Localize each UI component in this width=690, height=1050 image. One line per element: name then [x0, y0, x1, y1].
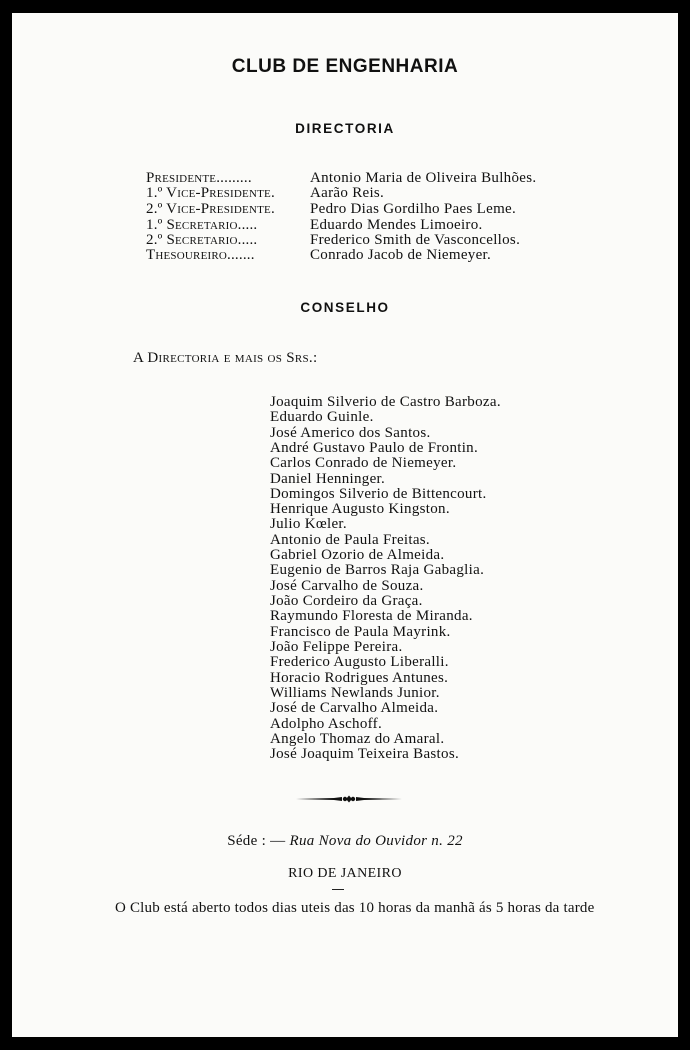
- member-name: José Americo dos Santos.: [270, 425, 431, 441]
- member-name: Domingos Silverio de Bittencourt.: [270, 486, 487, 502]
- officer-role: 2.º Secretario.....: [146, 232, 258, 248]
- document-title: CLUB DE ENGENHARIA: [231, 56, 459, 77]
- member-name: José de Carvalho Almeida.: [270, 700, 439, 716]
- conselho-heading: CONSELHO: [300, 300, 390, 315]
- member-name: Francisco de Paula Mayrink.: [270, 624, 451, 640]
- city-name: RIO DE JANEIRO: [288, 866, 402, 881]
- member-name: José Carvalho de Souza.: [270, 578, 424, 594]
- conselho-intro: A Directoria e mais os Srs.:: [133, 350, 318, 366]
- officer-role: 1.º Secretario.....: [146, 217, 258, 233]
- member-name: Joaquim Silverio de Castro Barboza.: [270, 394, 501, 410]
- member-name: Horacio Rodrigues Antunes.: [270, 670, 449, 686]
- sede-label: Séde : —: [227, 833, 286, 849]
- member-name: Raymundo Floresta de Miranda.: [270, 608, 473, 624]
- member-name: Daniel Henninger.: [270, 471, 386, 487]
- city-rule: [332, 889, 344, 890]
- officer-name: Conrado Jacob de Niemeyer.: [310, 247, 492, 263]
- member-name: João Felippe Pereira.: [270, 639, 403, 655]
- member-name: Eduardo Guinle.: [270, 409, 374, 425]
- officer-name: Antonio Maria de Oliveira Bulhões.: [310, 170, 537, 186]
- directoria-heading: DIRECTORIA: [295, 121, 395, 136]
- officer-name: Pedro Dias Gordilho Paes Leme.: [310, 201, 517, 217]
- document-page: [12, 13, 678, 1037]
- member-name: Henrique Augusto Kingston.: [270, 501, 450, 517]
- member-name: Julio Kœler.: [270, 516, 347, 532]
- member-name: André Gustavo Paulo de Frontin.: [270, 440, 479, 456]
- member-name: Adolpho Aschoff.: [270, 716, 383, 732]
- officer-role: Presidente.........: [146, 170, 252, 186]
- officer-name: Frederico Smith de Vasconcellos.: [310, 232, 521, 248]
- officer-role: Thesoureiro.......: [146, 247, 255, 263]
- ornament-divider: [296, 794, 402, 804]
- member-name: Frederico Augusto Liberalli.: [270, 654, 449, 670]
- member-name: Antonio de Paula Freitas.: [270, 532, 430, 548]
- officer-name: Eduardo Mendes Limoeiro.: [310, 217, 483, 233]
- officer-role: 1.º Vice-Presidente.: [146, 185, 275, 201]
- member-name: João Cordeiro da Graça.: [270, 593, 423, 609]
- member-name: Gabriel Ozorio de Almeida.: [270, 547, 445, 563]
- member-name: Williams Newlands Junior.: [270, 685, 440, 701]
- officer-name: Aarão Reis.: [310, 185, 385, 201]
- sede-address: Rua Nova do Ouvidor n. 22: [289, 833, 463, 849]
- member-name: Eugenio de Barros Raja Gabaglia.: [270, 562, 485, 578]
- member-name: Angelo Thomaz do Amaral.: [270, 731, 445, 747]
- sede-line: [12, 833, 678, 850]
- member-name: Carlos Conrado de Niemeyer.: [270, 455, 457, 471]
- officer-role: 2.º Vice-Presidente.: [146, 201, 275, 217]
- opening-hours-notice: O Club está aberto todos dias uteis das 10 horas da manhã ás 5 horas da tarde: [115, 900, 595, 916]
- member-name: José Joaquim Teixeira Bastos.: [270, 746, 460, 762]
